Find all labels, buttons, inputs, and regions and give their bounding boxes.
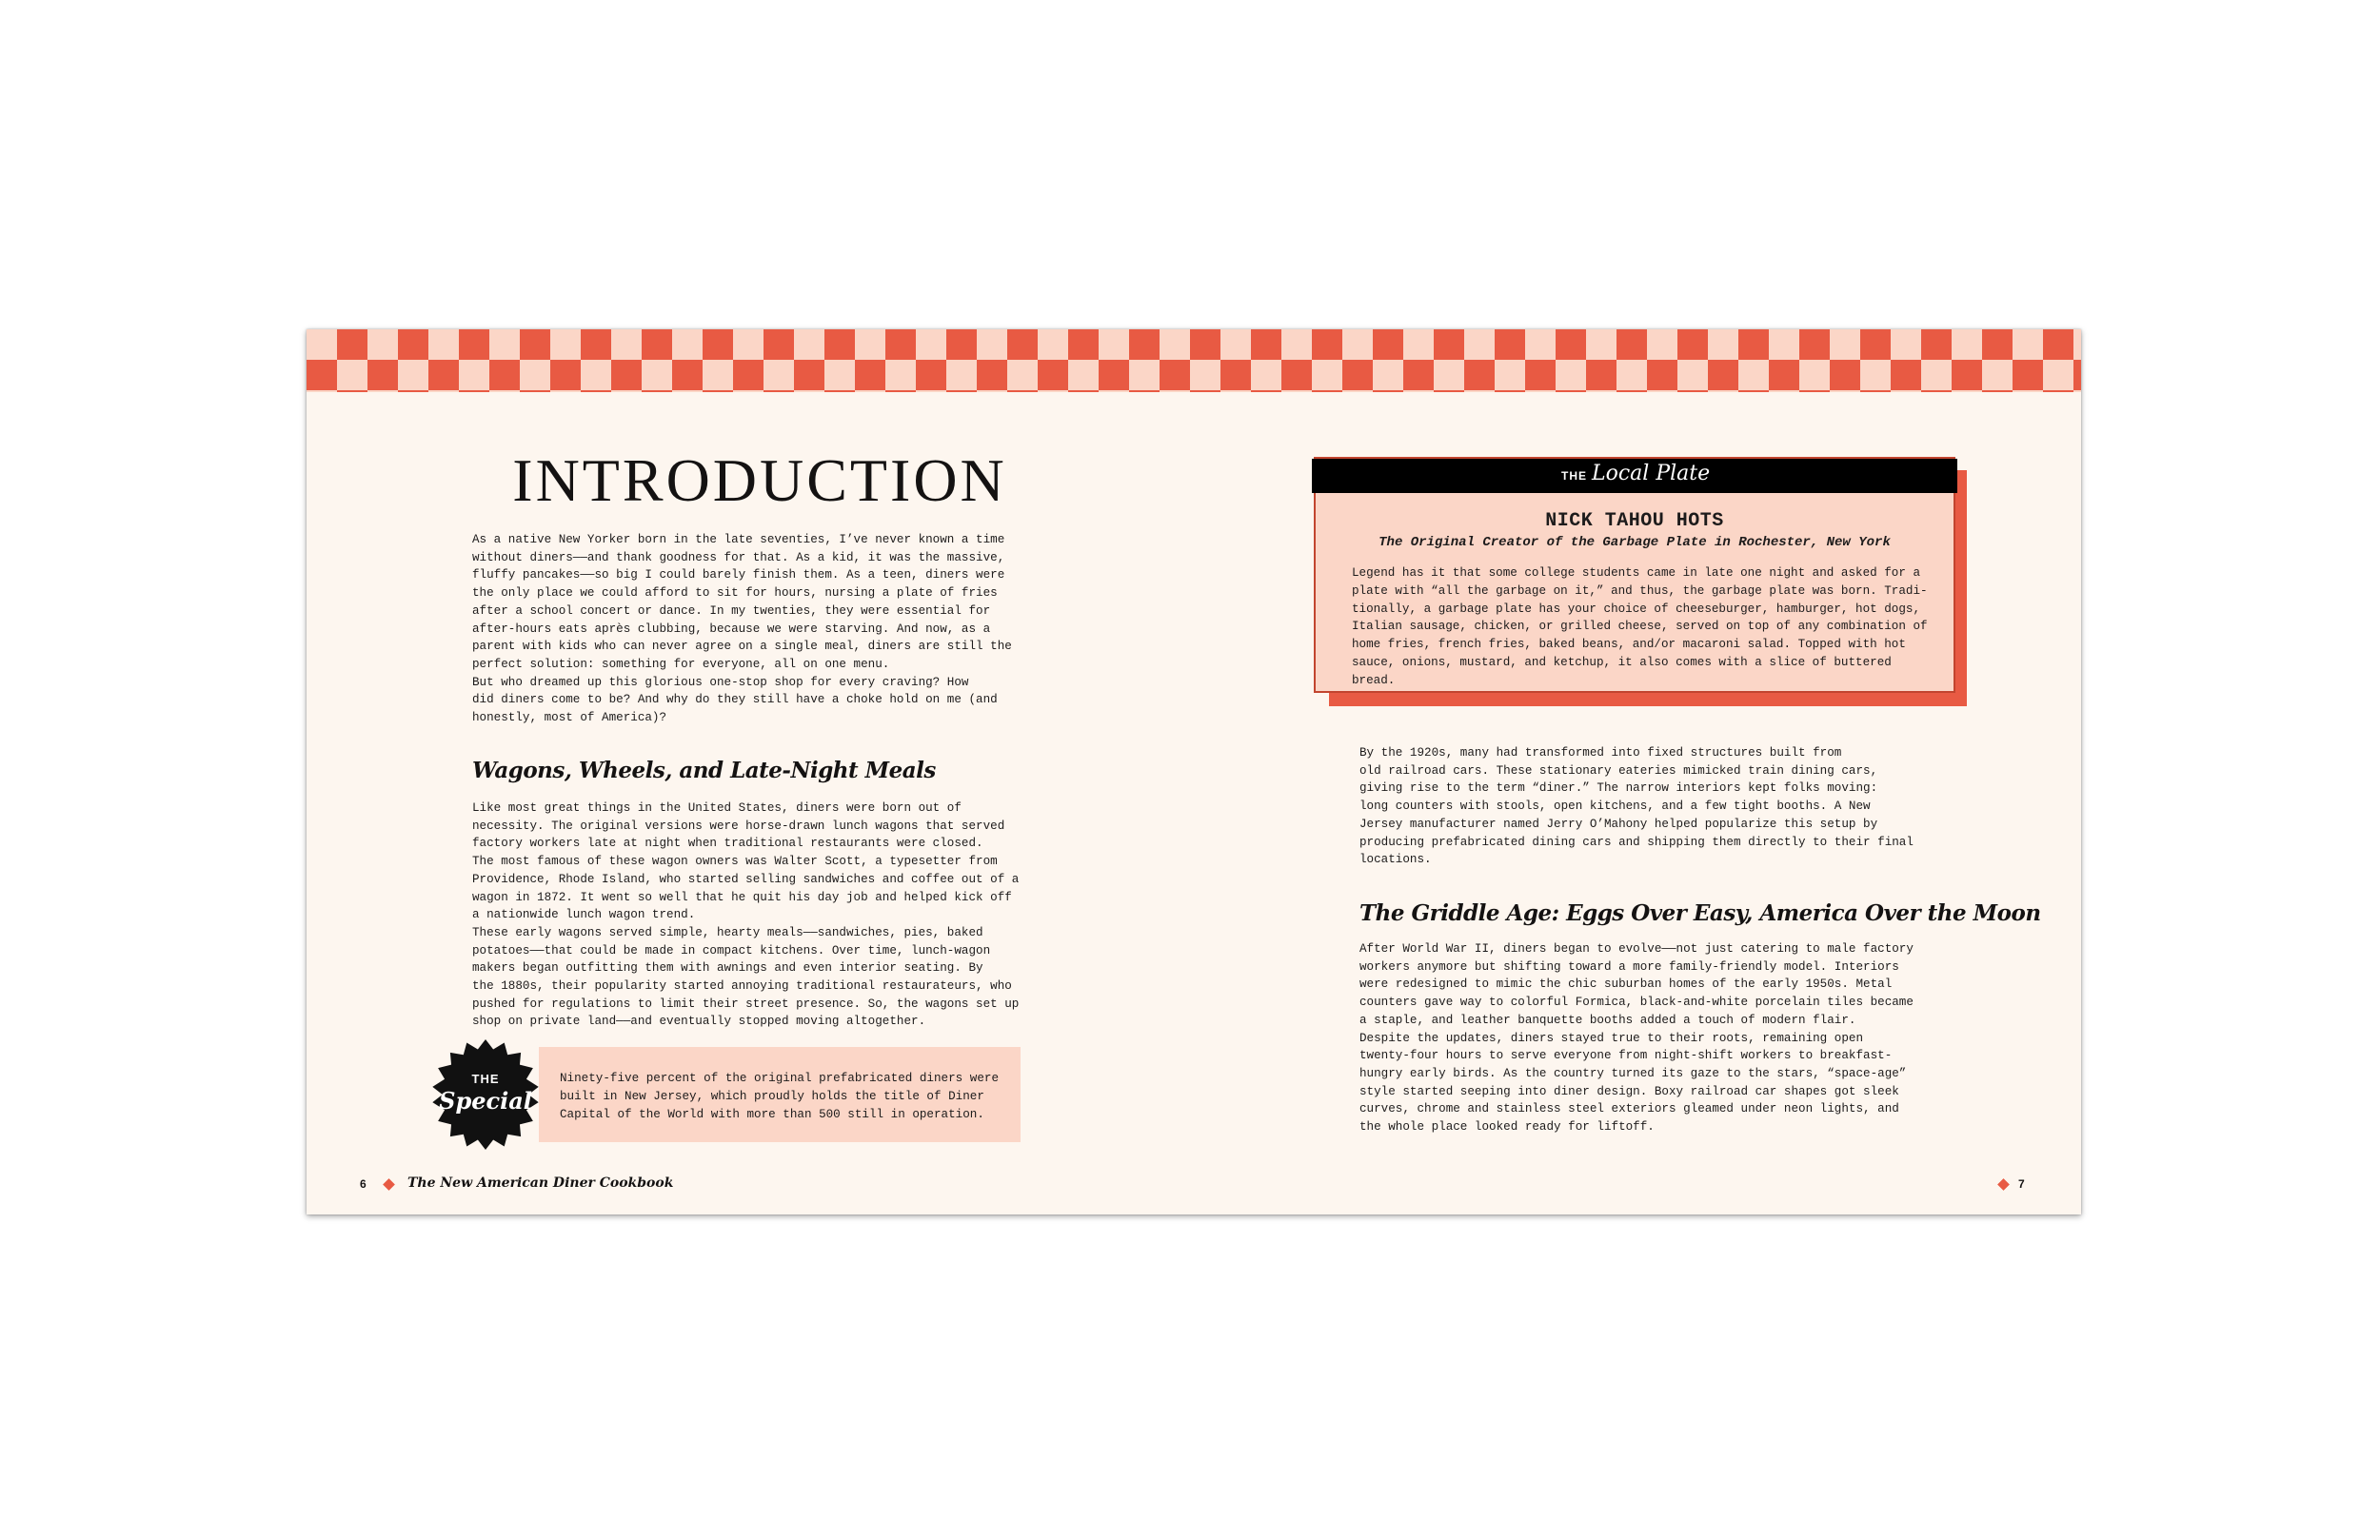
special-callout-text: Ninety-five percent of the original prefabricated diners were built in New Jersey, which proudly holds the title of Diner Capital of the World with more than 500 still in operation. — [560, 1072, 1000, 1121]
intro-paragraph: As a native New Yorker born in the late seventies, I’ve never known a time without diners——and thank goodness for that. As a kid, it was the massive, fluffy pancakes——so big I could barely finish them. As a teen, diners were the only place we could afford to sit for hours, nursing a plate of fries after a school concert or dance. In my twenties, they were essential for after-hours eats après clubbing, because we were starving. And now, as a parent with kids who can never agree on a single meal, diners are still the perfect solution: something for everyone, all on one menu. But who dreamed up this glorious one-stop shop for every craving? How did diners come to be? And why do they still have a choke hold on me (and honestly, most of America)? — [472, 533, 1012, 725]
diamond-icon — [383, 1178, 395, 1191]
page-number-left: 6 — [360, 1177, 367, 1191]
badge-label-special: Special — [439, 1087, 532, 1115]
page-number-right: 7 — [2018, 1177, 2025, 1191]
local-plate-label-name: Local Plate — [1592, 462, 1711, 485]
checkerboard-banner — [307, 329, 2081, 392]
diamond-icon — [1997, 1178, 2010, 1191]
section-text-griddle: After World War II, diners began to evolve——not just catering to male factory workers anymore but shifting toward a more family-friendly model. Interiors were redesigned to mimic the chic suburban homes of the early 1950s. Metal counters gave way to colorful Formica, black-and-white porcelain tiles became a staple, and leather banquette booths added a touch of modern flair. Despite the updates, diners stayed true to their roots, remaining open twenty-four hours to serve everyone from night-shift workers to breakfast- hungry early birds. As the country turned its gaze to the stars, “space-age” style started seeping into diner design. Boxy railroad car shapes got sleek curves, chrome and stainless steel exteriors gleamed under neon lights, and the whole place looked ready for liftoff. — [1359, 942, 1914, 1135]
local-plate-subtitle: The Original Creator of the Garbage Plate in Rochester, New York — [1378, 535, 1891, 550]
page-title: INTRODUCTION — [512, 446, 1007, 514]
continued-paragraph: By the 1920s, many had transformed into fixed structures built from old railroad cars. These stationary eateries mimicked train dining cars, giving rise to the term “diner.” The narrow interiors kept folks moving: long counters with stools, open kitchens, and a few tight booths. A New Jersey manufacturer named Jerry O’Mahony helped popularize this setup by producing prefabricated dining cars and shipping them directly to their final locations. — [1359, 746, 1914, 867]
book-spread — [307, 329, 2081, 1214]
local-plate-text: Legend has it that some college students came in late one night and asked for a plate with “all the garbage on it,” and thus, the garbage plate was born. Tradi- tionally, a garbage plate has your choice of cheeseburger, hamburger, hot dogs, Italian sausage, chicken, or grilled cheese, served on top of any combination of home fries, french fries, baked beans, and/or macaroni salad. Topped with hot sauce, onions, mustard, and ketchup, it also comes with a slice of buttered bread. — [1352, 566, 1928, 687]
local-plate-title: NICK TAHOU HOTS — [1545, 510, 1724, 532]
section-heading-wagons: Wagons, Wheels, and Late-Night Meals — [472, 758, 936, 783]
local-plate-label-the: THE — [1561, 469, 1587, 483]
badge-label-the: THE — [471, 1072, 500, 1086]
section-text-wagons: Like most great things in the United States, diners were born out of necessity. The original versions were horse-drawn lunch wagons that served factory workers late at night when traditional restaurants were closed. The most famous of these wagon owners was Walter Scott, a typesetter from Providence, Rhode Island, who started selling sandwiches and coffee out of a wagon in 1872. It went so well that he quit his day job and helped kick off a nationwide lunch wagon trend. These early wagons served simple, hearty meals——sandwiches, pies, baked potatoes——that could be made in compact kitchens. Over time, lunch-wagon makers began outfitting them with awnings and even interior seating. By the 1880s, their popularity started annoying traditional restaurateurs, who pushed for regulations to limit their street presence. So, the wagons set up shop on private land——and eventually stopped moving altogether. — [472, 801, 1020, 1029]
section-heading-griddle: The Griddle Age: Eggs Over Easy, America Over the Moon — [1359, 900, 2041, 926]
footer-book-title: The New American Diner Cookbook — [407, 1175, 674, 1191]
